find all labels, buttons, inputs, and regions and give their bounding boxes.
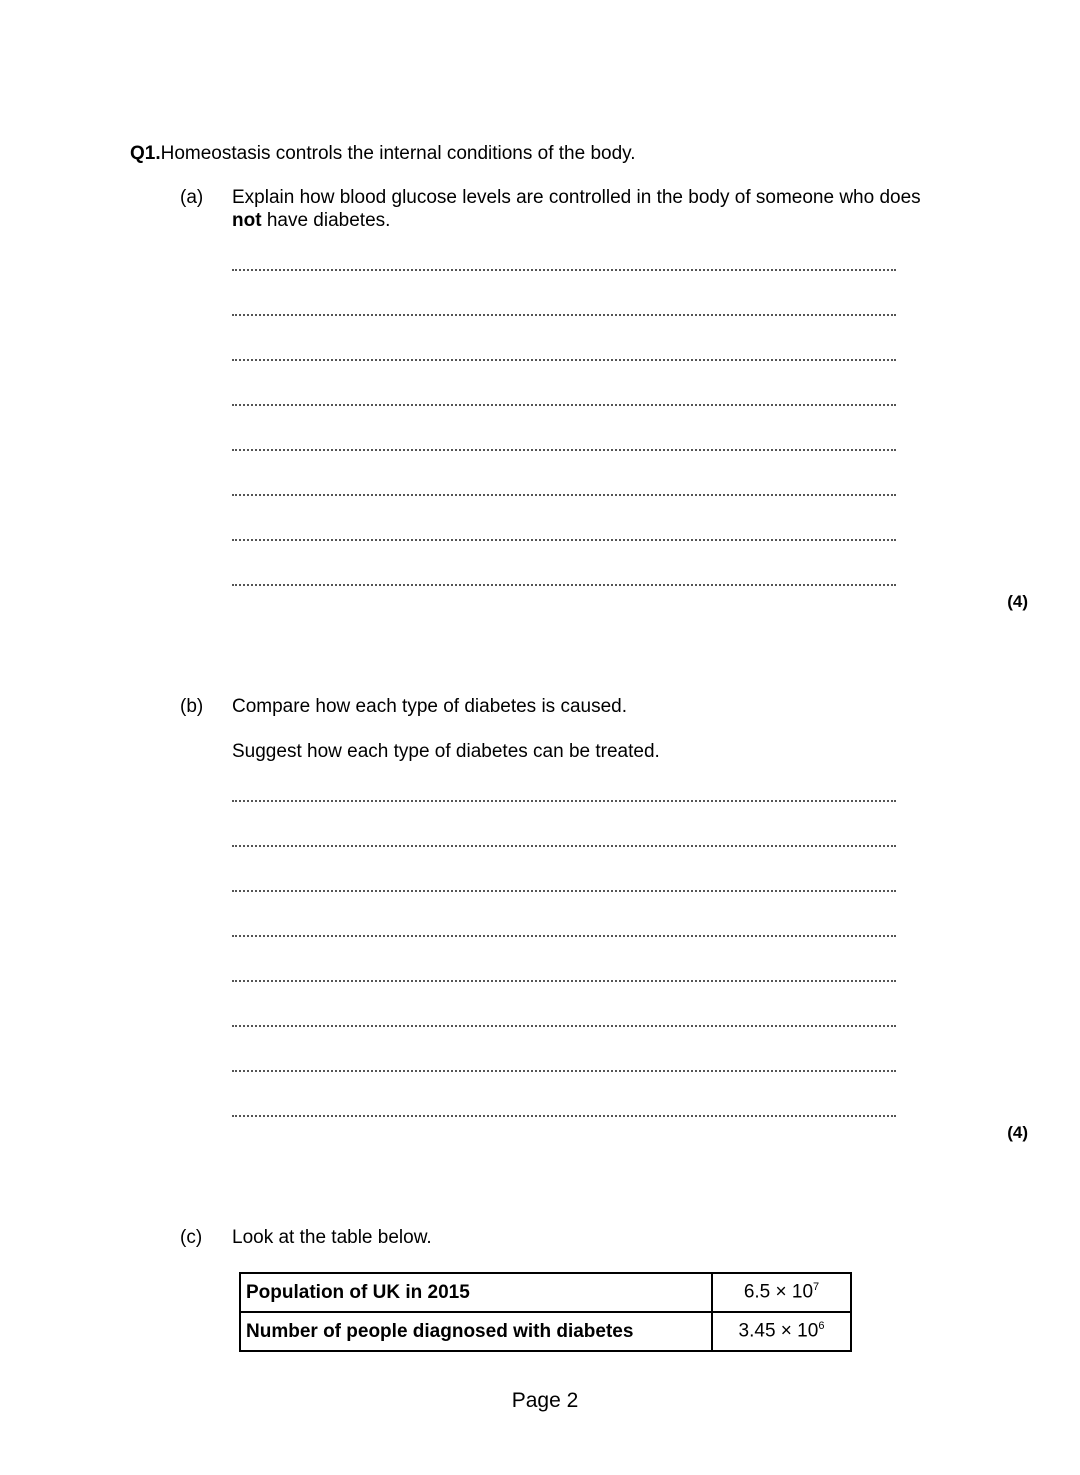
answer-line-a-2[interactable] [232,314,896,316]
answer-line-b-5[interactable] [232,980,896,982]
answer-line-b-6[interactable] [232,1025,896,1027]
answer-line-b-1[interactable] [232,800,896,802]
table-cell-value [712,1312,851,1351]
table-row [240,1312,851,1351]
page-number: Page 2 [511,1389,579,1412]
question-number: Q1. [130,143,161,164]
part-a-bold-not: not [232,210,262,231]
answer-line-a-8[interactable] [232,584,896,586]
part-a-text-rest: have diabetes. [261,210,391,231]
part-b-marks: (4) [1007,1123,1028,1142]
answer-line-a-6[interactable] [232,494,896,496]
answer-line-b-4[interactable] [232,935,896,937]
value-exponent: 7 [813,1281,820,1294]
answer-line-b-7[interactable] [232,1070,896,1072]
part-a-label: (a) [180,187,204,208]
value-exponent: 6 [818,1320,825,1333]
answer-line-a-5[interactable] [232,449,896,451]
part-b-text2: Suggest how each type of diabetes can be treated. [232,741,660,762]
answer-line-b-2[interactable] [232,845,896,847]
answer-line-a-3[interactable] [232,359,896,361]
question-title [130,143,636,165]
answer-line-a-7[interactable] [232,539,896,541]
answer-line-a-4[interactable] [232,404,896,406]
answer-line-a-1[interactable] [232,269,896,271]
table-cell-value [712,1273,851,1312]
part-c-text: Look at the table below. [232,1227,432,1248]
part-a-text-line1: Explain how blood glucose levels are controlled in the body of someone who does [232,187,921,208]
diabetes-data-table [239,1272,852,1352]
question-stem: Homeostasis controls the internal conditions of the body. [160,143,636,164]
part-c-label: (c) [180,1227,203,1248]
part-a-text-line2 [232,210,390,232]
table-row [240,1273,851,1312]
part-a-marks: (4) [1007,592,1028,611]
part-b-text1: Compare how each type of diabetes is caused. [232,696,628,717]
answer-line-b-3[interactable] [232,890,896,892]
value-mantissa: 3.45 × 10 [738,1320,819,1342]
part-b-label: (b) [180,696,204,717]
answer-line-b-8[interactable] [232,1115,896,1117]
value-mantissa: 6.5 × 10 [743,1281,814,1303]
table-cell-label: Population of UK in 2015 [240,1273,712,1312]
table-cell-label: Number of people diagnosed with diabetes [240,1312,712,1351]
